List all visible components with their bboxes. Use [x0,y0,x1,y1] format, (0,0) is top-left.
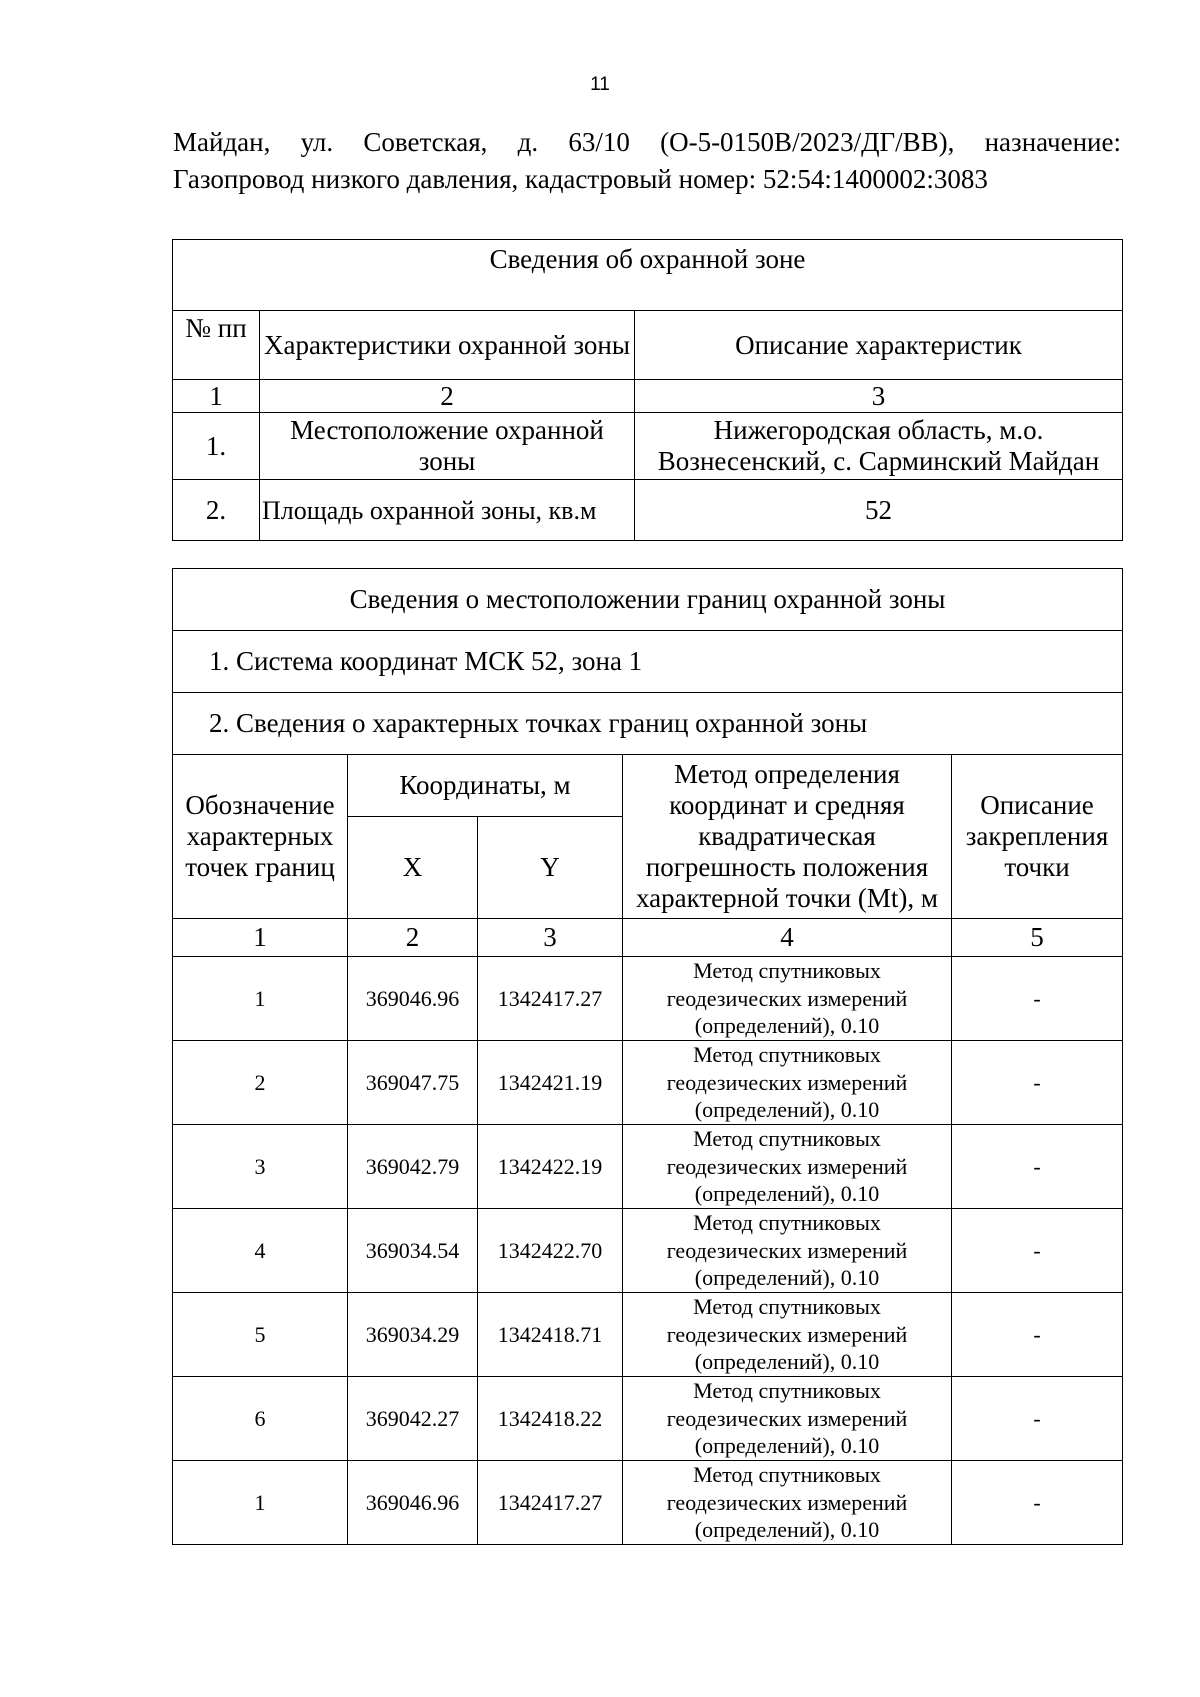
points-section-title: 2. Сведения о характерных точках границ охранной зоны [173,693,1123,755]
table-row [173,1209,1123,1293]
zone-col-number: 2 [260,380,635,413]
point-id: 3 [173,1125,348,1209]
point-x: 369034.54 [348,1209,478,1293]
intro-line-2: Газопровод низкого давления, кадастровый номер: 52:54:1400002:3083 [173,164,988,194]
point-method: Метод спутниковых геодезических измерений (определений), 0.10 [623,1293,952,1377]
bounds-col-number: 5 [952,919,1123,957]
point-fixing: - [952,1209,1123,1293]
header-method: Метод определения координат и средняя квадратическая погрешность положения характерной точки (Mt), м [623,755,952,919]
point-fixing: - [952,1461,1123,1545]
point-x: 369042.79 [348,1125,478,1209]
point-y: 1342421.19 [478,1041,623,1125]
point-id: 5 [173,1293,348,1377]
point-method: Метод спутниковых геодезических измерений (определений), 0.10 [623,957,952,1041]
point-x: 369034.29 [348,1293,478,1377]
point-id: 4 [173,1209,348,1293]
table-row [173,1125,1123,1209]
zone-header-characteristic: Характеристики охранной зоны [260,311,635,380]
bounds-col-number: 2 [348,919,478,957]
point-y: 1342418.71 [478,1293,623,1377]
zone-row-num: 1. [173,413,260,480]
zone-header-num: № пп [173,311,260,380]
point-x: 369046.96 [348,957,478,1041]
point-id: 1 [173,1461,348,1545]
zone-col-number: 1 [173,380,260,413]
table-row [173,957,1123,1041]
zone-col-number: 3 [635,380,1123,413]
intro-line-1: Майдан, ул. Советская, д. 63/10 (О-5-0150В/2023/ДГ/ВВ), назначение: [173,127,1121,157]
header-fixing: Описание закрепления точки [952,755,1123,919]
point-method: Метод спутниковых геодезических измерений (определений), 0.10 [623,1041,952,1125]
bounds-table-title: Сведения о местоположении границ охранной зоны [173,569,1123,631]
zone-row-description: Нижегородская область, м.о. Вознесенский, с. Сарминский Майдан [635,413,1123,480]
point-y: 1342422.70 [478,1209,623,1293]
table-row [173,480,1123,541]
bounds-col-number: 4 [623,919,952,957]
header-y: Y [478,817,623,919]
table-row [173,413,1123,480]
point-y: 1342417.27 [478,957,623,1041]
table-row [173,1377,1123,1461]
zone-row-characteristic: Местоположение охранной зоны [260,413,635,480]
bounds-col-number: 3 [478,919,623,957]
point-method: Метод спутниковых геодезических измерений (определений), 0.10 [623,1461,952,1545]
page-number: 11 [590,74,610,95]
point-y: 1342422.19 [478,1125,623,1209]
zone-row-description: 52 [635,480,1123,541]
zone-info-table [172,239,1123,541]
point-id: 6 [173,1377,348,1461]
point-fixing: - [952,1377,1123,1461]
point-fixing: - [952,957,1123,1041]
zone-row-num: 2. [173,480,260,541]
zone-table-title: Сведения об охранной зоне [173,240,1123,311]
point-method: Метод спутниковых геодезических измерений (определений), 0.10 [623,1125,952,1209]
zone-header-description: Описание характеристик [635,311,1123,380]
table-row [173,1461,1123,1545]
bounds-col-number: 1 [173,919,348,957]
header-x: X [348,817,478,919]
table-row [173,1041,1123,1125]
table-row [173,1293,1123,1377]
point-x: 369047.75 [348,1041,478,1125]
boundary-points-table [172,568,1123,1545]
header-point-designation: Обозначение характерных точек границ [173,755,348,919]
header-coordinates: Координаты, м [348,755,623,817]
point-x: 369046.96 [348,1461,478,1545]
point-y: 1342418.22 [478,1377,623,1461]
point-fixing: - [952,1125,1123,1209]
point-x: 369042.27 [348,1377,478,1461]
intro-paragraph [173,124,1121,198]
zone-row-characteristic: Площадь охранной зоны, кв.м [260,480,635,541]
point-method: Метод спутниковых геодезических измерений (определений), 0.10 [623,1377,952,1461]
point-y: 1342417.27 [478,1461,623,1545]
point-id: 1 [173,957,348,1041]
point-fixing: - [952,1293,1123,1377]
point-method: Метод спутниковых геодезических измерений (определений), 0.10 [623,1209,952,1293]
coord-system: 1. Система координат МСК 52, зона 1 [173,631,1123,693]
point-fixing: - [952,1041,1123,1125]
point-id: 2 [173,1041,348,1125]
